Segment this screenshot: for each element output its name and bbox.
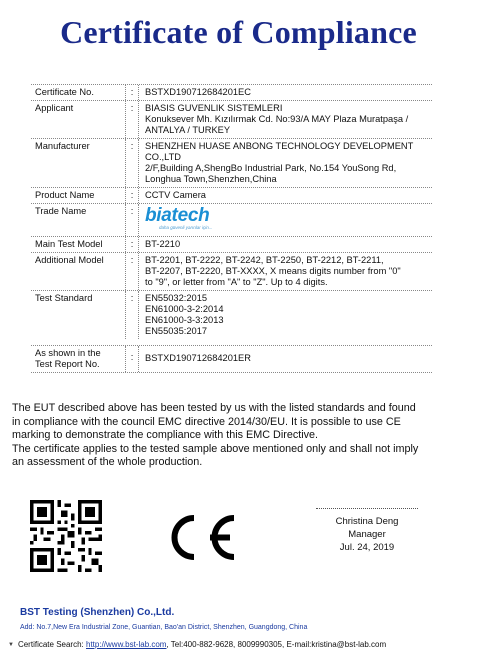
value-product-name: CCTV Camera <box>145 190 206 200</box>
logo-wordmark: biatech <box>145 205 210 226</box>
contact-info: , Tel:400-882-9628, 8009990305, E-mail:kristina@bst-lab.com <box>166 640 387 649</box>
qr-code <box>30 500 102 572</box>
label-test-standard: Test Standard <box>31 291 126 339</box>
search-url-link[interactable]: http://www.bst-lab.com <box>86 640 167 649</box>
report-label-line: As shown in the <box>35 348 101 358</box>
standard-line: EN61000-3-3:2013 <box>145 315 224 325</box>
row-certificate-no <box>31 85 432 101</box>
standard-line: EN55032:2015 <box>145 293 208 303</box>
search-label: Certificate Search: <box>17 640 84 649</box>
report-label-line: Test Report No. <box>35 359 100 369</box>
additional-model-line: to "9", or letter from "A" to "Z". Up to 4 digits. <box>145 277 328 287</box>
statement-line: The EUT described above has been tested by us with the listed standards and found <box>12 402 416 414</box>
colon: : <box>126 188 139 203</box>
value-manufacturer <box>139 139 432 187</box>
colon: : <box>126 204 139 236</box>
manufacturer-line: Longhua Town,Shenzhen,China <box>145 174 277 184</box>
statement-line: marking to demonstrate the compliance with this EMC Directive. <box>12 429 319 441</box>
manufacturer-line: 2/F,Building A,ShengBo Industrial Park, No.154 YouSong Rd, <box>145 163 397 173</box>
label-manufacturer: Manufacturer <box>31 139 126 187</box>
biatech-logo <box>145 206 428 231</box>
footer-company-name: BST Testing (Shenzhen) Co.,Ltd. <box>20 607 175 618</box>
label-test-report-no <box>31 346 126 372</box>
row-test-report-no <box>31 346 432 373</box>
label-product-name: Product Name <box>31 188 126 203</box>
signatory-name: Christina Deng <box>335 516 399 527</box>
footer-certificate-search <box>8 640 468 649</box>
row-applicant <box>31 101 432 139</box>
label-additional-model: Additional Model <box>31 253 126 290</box>
value-additional-model <box>139 253 432 290</box>
colon: : <box>126 346 139 372</box>
colon: : <box>126 237 139 252</box>
value-certificate-no: BSTXD190712684201EC <box>145 87 251 97</box>
label-main-test-model: Main Test Model <box>31 237 126 252</box>
standard-line: EN61000-3-2:2014 <box>145 304 224 314</box>
additional-model-line: BT-2207, BT-2220, BT-XXXX, X means digits number from "0" <box>145 266 401 276</box>
colon: : <box>126 253 139 290</box>
statement-line: an assessment of the whole production. <box>12 456 203 468</box>
footer-address: Add: No.7,New Era Industrial Zone, Guantian, Bao'an District, Shenzhen, Guangdong, China <box>20 624 308 631</box>
signatory-title: Manager <box>348 529 386 540</box>
row-test-standard <box>31 291 432 346</box>
certificate-title: Certificate of Compliance <box>60 14 417 50</box>
arrow-down-icon: ▼ <box>8 641 14 648</box>
value-trade-name <box>139 204 432 236</box>
value-test-standard <box>139 291 432 339</box>
applicant-line: Konuksever Mh. Kızılırmak Cd. No:93/A MAY Plaza Muratpaşa / <box>145 114 409 124</box>
row-manufacturer <box>31 139 432 188</box>
row-additional-model <box>31 253 432 291</box>
colon: : <box>126 101 139 138</box>
colon: : <box>126 139 139 187</box>
compliance-statement <box>12 402 452 470</box>
colon: : <box>126 291 139 339</box>
value-applicant <box>139 101 432 138</box>
value-test-report-no: BSTXD190712684201ER <box>145 353 251 363</box>
manufacturer-line: SHENZHEN HUASE ANBONG TECHNOLOGY DEVELOPMENT CO.,LTD <box>145 141 414 162</box>
certificate-details-table <box>31 84 432 373</box>
standard-line: EN55035:2017 <box>145 326 208 336</box>
label-trade-name: Trade Name <box>31 204 126 236</box>
row-trade-name <box>31 204 432 237</box>
value-main-test-model: BT-2210 <box>145 239 181 249</box>
colon: : <box>126 85 139 100</box>
signature-date: Jul. 24, 2019 <box>339 542 395 553</box>
applicant-line: BIASIS GUVENLIK SISTEMLERI <box>145 103 283 113</box>
label-applicant: Applicant <box>31 101 126 138</box>
row-product-name <box>31 188 432 204</box>
statement-line: The certificate applies to the tested sample above mentioned only and shall not imply <box>12 442 419 455</box>
signature-line <box>316 508 418 509</box>
additional-model-line: BT-2201, BT-2222, BT-2242, BT-2250, BT-2212, BT-2211, <box>145 255 384 265</box>
logo-tagline: daha güvenli yarınlar için... <box>159 225 213 230</box>
ce-mark-icon <box>160 510 240 565</box>
label-certificate-no: Certificate No. <box>31 85 126 100</box>
signature-block <box>312 508 422 554</box>
applicant-line: ANTALYA / TURKEY <box>145 125 231 135</box>
statement-line: in compliance with the council EMC directive 2014/30/EU. It is possible to use CE <box>12 415 401 428</box>
row-main-test-model <box>31 237 432 253</box>
